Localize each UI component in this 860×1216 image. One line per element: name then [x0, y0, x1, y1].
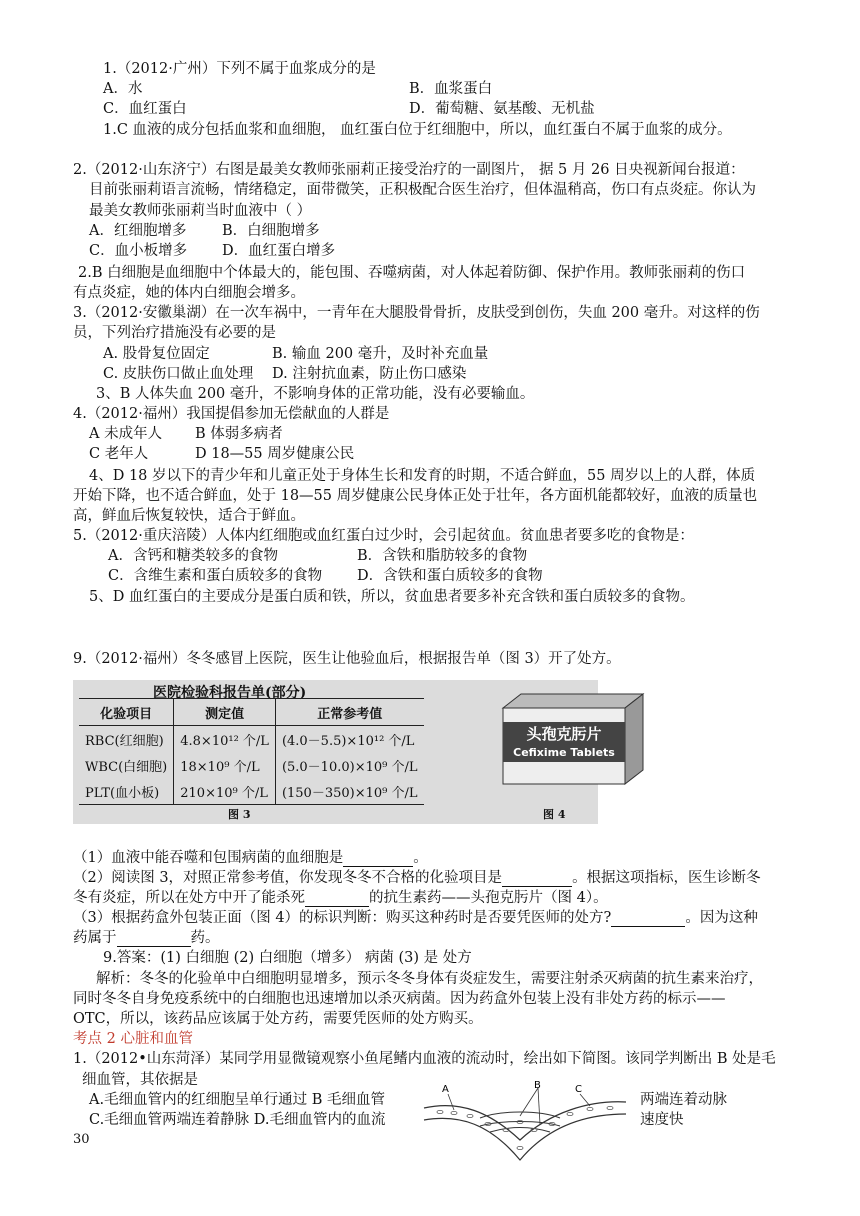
report-cell: (150－350)×10⁹ 个/L — [275, 778, 423, 805]
q9-sub2-line2 — [73, 889, 608, 907]
q4-answer-line3: 高，鲜血后恢复较快，适合于鲜血。 — [73, 508, 305, 524]
answer-blank[interactable] — [611, 912, 685, 927]
q4-option-b: B 体弱多病者 — [195, 426, 283, 442]
q4-stem: 4.（2012·福州）我国提倡参加无偿献血的人群是 — [73, 406, 390, 422]
q2-option-b: B．白细胞增多 — [222, 223, 320, 239]
q3-stem-line2: 员，下列治疗措施没有必要的是 — [73, 325, 276, 341]
report-table — [79, 698, 424, 805]
q1-option-a: A．水 — [103, 81, 143, 97]
section-heading: 考点 2 心脏和血管 — [73, 1031, 193, 1047]
q2-answer-line2: 有点炎症，她的体内白细胞会增多。 — [73, 285, 305, 301]
q9-sub1 — [73, 849, 428, 867]
medicine-box-image — [493, 688, 648, 800]
q2-option-c: C．血小板增多 — [89, 243, 188, 259]
report-cell: (5.0－10.0)×10⁹ 个/L — [275, 752, 423, 778]
report-title: 医院检验科报告单(部分) — [153, 685, 307, 701]
q9-sub2-text4: 的抗生素药——头孢克肟片（图 4）。 — [369, 890, 608, 906]
answer-blank[interactable] — [343, 852, 413, 867]
q2-option-d: D．血红蛋白增多 — [222, 243, 336, 259]
capillary-diagram — [420, 1080, 630, 1170]
table-row — [79, 778, 424, 805]
diagram-label-c: C — [575, 1084, 582, 1095]
q2-stem-line1: 2.（2012·山东济宁）右图是最美女教师张丽莉正接受治疗的一副图片， 据 5 月 26 日央视新闻台报道： — [73, 162, 745, 178]
q3-option-d: D. 注射抗血素，防止伤口感染 — [272, 366, 467, 382]
q2-stem-line2: 目前张丽莉语言流畅，情绪稳定，面带微笑，正积极配合医生治疗，但体温稍高，伤口有点炎症。你认为 — [89, 182, 756, 198]
q5-option-c: C．含维生素和蛋白质较多的食物 — [108, 568, 323, 584]
k1-option-b-end: 两端连着动脉 — [640, 1092, 727, 1108]
q1-stem: 1.（2012·广州）下列不属于血浆成分的是 — [103, 61, 376, 77]
q1-answer: 1.C 血液的成分包括血浆和血细胞， 血红蛋白位于红细胞中，所以，血红蛋白不属于血浆的成分。 — [103, 122, 732, 138]
report-header: 化验项目 — [79, 699, 174, 726]
k1-option-d-end: 速度快 — [640, 1112, 684, 1128]
page-number: 30 — [73, 1132, 90, 1147]
report-header: 测定值 — [174, 699, 276, 726]
diagram-label-b: B — [534, 1080, 541, 1091]
q9-stem: 9.（2012·福州）冬冬感冒上医院，医生让他验血后，根据报告单（图 3）开了处方。 — [73, 651, 621, 667]
q5-option-d: D．含铁和蛋白质较多的食物 — [357, 568, 543, 584]
q2-option-a: A．红细胞增多 — [89, 223, 187, 239]
q9-explanation-line1: 解析：冬冬的化验单中白细胞明显增多，预示冬冬身体有炎症发生，需要注射杀灭病菌的抗生素来治疗， — [96, 971, 763, 987]
report-cell: 4.8×10¹² 个/L — [174, 726, 276, 753]
q3-answer: 3、B 人体失血 200 毫升，不影响身体的正常功能，没有必要输血。 — [96, 386, 535, 402]
k1-option-c: C.毛细血管两端连着静脉 D.毛细血管内的血流 — [89, 1112, 386, 1128]
table-row — [79, 726, 424, 753]
q9-sub2-text3: 冬有炎症，所以在处方中开了能杀死 — [73, 890, 305, 906]
report-figure — [73, 680, 615, 824]
figure-4-caption: 图 4 — [543, 808, 566, 821]
report-cell: (4.0－5.5)×10¹² 个/L — [275, 726, 423, 753]
report-cell: WBC(白细胞) — [85, 759, 168, 775]
q4-option-a: A 未成年人 — [89, 426, 163, 442]
q2-stem-line3: 最美女教师张丽莉当时血液中（ ） — [89, 203, 312, 219]
q9-sub3-line2 — [73, 929, 220, 947]
answer-blank[interactable] — [502, 872, 572, 887]
q4-option-d: D 18—55 周岁健康公民 — [195, 446, 355, 462]
q4-option-c: C 老年人 — [89, 446, 149, 462]
q9-explanation-line3: OTC，所以，该药品应该属于处方药，需要凭医师的处方购买。 — [73, 1011, 483, 1027]
q9-sub1-text: （1）血液中能吞噬和包围病菌的血细胞是 — [73, 850, 344, 866]
q3-option-c: C. 皮肤伤口做止血处理 — [103, 366, 254, 382]
q9-sub3-text: （3）根据药盒外包装正面（图 4）的标识判断：购买这种药时是否要凭医师的处方? — [73, 910, 612, 926]
k1-stem-line2: 细血管，其依据是 — [82, 1072, 198, 1088]
q1-option-b: B．血浆蛋白 — [409, 81, 493, 97]
q4-answer-line2: 开始下降，也不适合鲜血，处于 18—55 周岁健康公民身体正处于壮年，各方面机能都较好，血液的质量也 — [73, 488, 758, 504]
k1-option-a: A.毛细血管内的红细胞呈单行通过 B 毛细血管 — [89, 1092, 385, 1108]
q3-stem-line1: 3.（2012·安徽巢湖）在一次车祸中，一青年在大腿股骨骨折，皮肤受到创伤，失血 200 毫升。对这样的伤 — [73, 305, 760, 321]
q1-option-d: D．葡萄糖、氨基酸、无机盐 — [409, 101, 595, 117]
q9-sub3-text3: 药属于 — [73, 930, 117, 946]
report-cell: 210×10⁹ 个/L — [174, 778, 276, 805]
answer-blank[interactable] — [117, 932, 191, 947]
q5-stem: 5.（2012·重庆涪陵）人体内红细胞或血红蛋白过少时，会引起贫血。贫血患者要多吃的食物是： — [73, 528, 694, 544]
report-cell: PLT(血小板) — [79, 778, 174, 805]
report-cell: 18×10⁹ 个/L — [174, 752, 276, 778]
medicine-box-en-name: Cefixime Tablets — [513, 746, 615, 759]
q9-sub1-end: 。 — [413, 850, 428, 866]
q9-sub3-text2: 。因为这种 — [685, 910, 758, 926]
q9-sub2-text2: 。根据这项指标，医生诊断冬 — [572, 870, 761, 886]
q5-option-a: A．含钙和糖类较多的食物 — [108, 548, 278, 564]
q2-answer-line1: 2.B 白细胞是血细胞中个体最大的，能包围、吞噬病菌，对人体起着防御、保护作用。教师张丽莉的伤口 — [78, 265, 746, 281]
q9-sub3-line1 — [73, 909, 758, 927]
report-cell: RBC(红细胞) — [85, 733, 164, 749]
k1-stem-line1: 1.（2012•山东菏泽）某同学用显微镜观察小鱼尾鳍内血液的流动时，绘出如下简图。该同学判断出 B 处是毛 — [73, 1051, 776, 1067]
answer-blank[interactable] — [305, 892, 369, 907]
diagram-label-a: A — [442, 1084, 449, 1095]
q9-explanation-line2: 同时冬冬自身免疫系统中的白细胞也迅速增加以杀灭病菌。因为药盒外包装上没有非处方药的标示—— — [73, 991, 726, 1007]
q1-option-c: C．血红蛋白 — [103, 101, 187, 117]
q3-option-b: B. 输血 200 毫升，及时补充血量 — [272, 346, 489, 362]
table-row — [79, 752, 424, 778]
q9-sub2-text: （2）阅读图 3，对照正常参考值，你发现冬冬不合格的化验项目是 — [73, 870, 503, 886]
q5-option-b: B．含铁和脂肪较多的食物 — [357, 548, 528, 564]
medicine-box-cn-name: 头孢克肟片 — [526, 725, 602, 743]
q4-answer-line1: 4、D 18 岁以下的青少年和儿童正处于身体生长和发育的时期，不适合鲜血，55 周岁以上的人群，体质 — [89, 468, 756, 484]
q9-answer: 9.答案：(1) 白细胞 (2) 白细胞（增多） 病菌 (3) 是 处方 — [103, 950, 472, 966]
q3-option-a: A. 股骨复位固定 — [103, 346, 210, 362]
report-header: 正常参考值 — [275, 699, 423, 726]
q9-sub3-text4: 药。 — [190, 930, 220, 946]
q5-answer: 5、D 血红蛋白的主要成分是蛋白质和铁，所以，贫血患者要多补充含铁和蛋白质较多的食物。 — [89, 589, 695, 605]
figure-3-caption: 图 3 — [228, 808, 251, 821]
q9-sub2-line1 — [73, 869, 761, 887]
